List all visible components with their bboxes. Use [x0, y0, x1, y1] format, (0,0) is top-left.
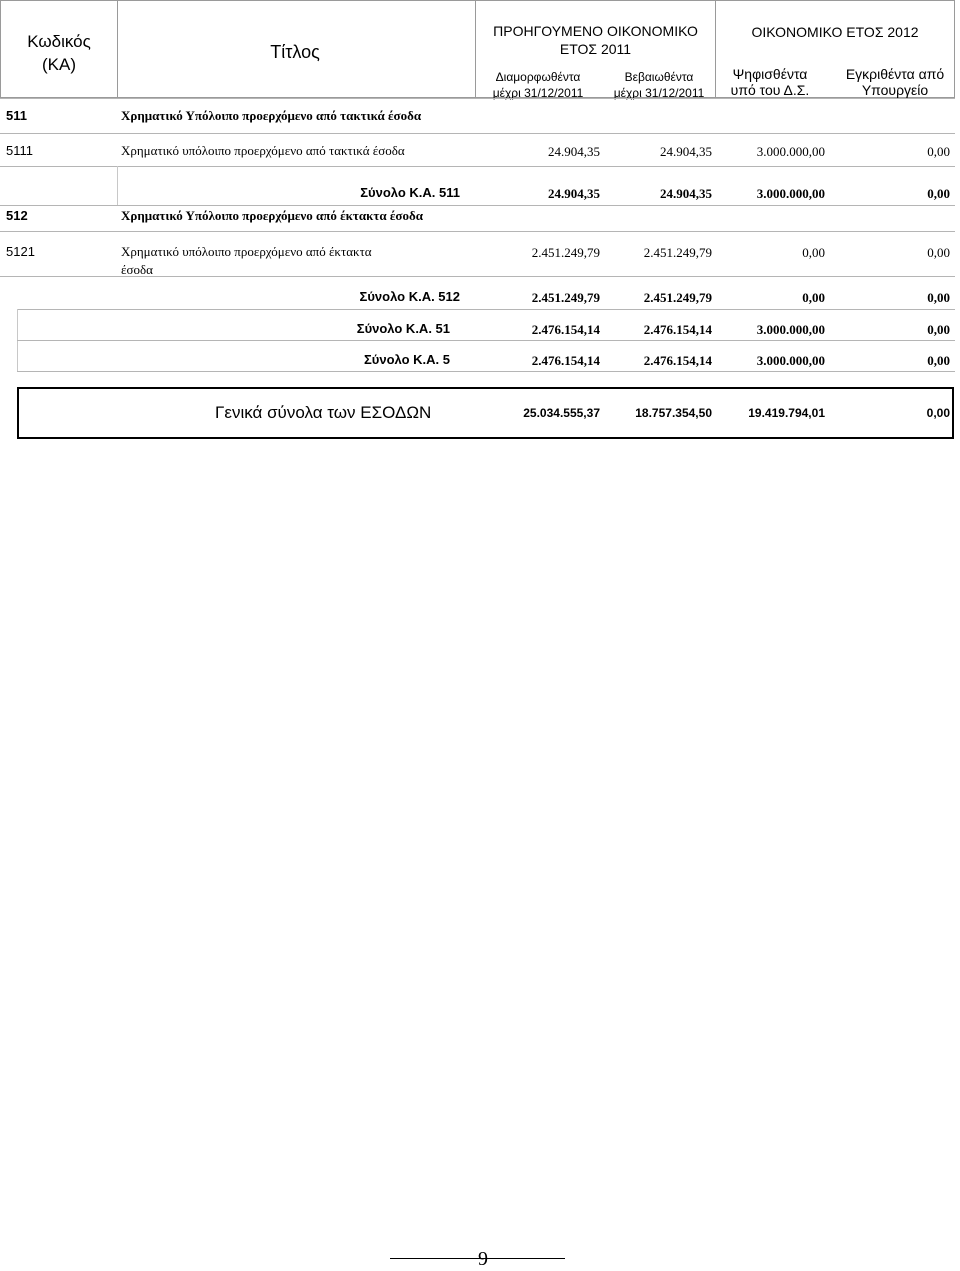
header-curr-year: ΟΙΚΟΝΟΜΙΚΟ ΕΤΟΣ 2012: [751, 24, 919, 40]
row-divider: [0, 276, 955, 277]
title-511: Χρηματικό Υπόλοιπο προερχόμενο από τακτικά έσοδα: [121, 108, 422, 123]
shaped-total-512: 2.451.249,79: [531, 290, 600, 305]
row-divider: [0, 205, 955, 206]
header-approved-line2: Υπουργείο: [861, 82, 929, 98]
row-divider: [17, 340, 955, 341]
header-shaped-line2: μέχρι 31/12/2011: [492, 86, 584, 100]
code-511: 511: [6, 108, 27, 123]
header-code-sub: (ΚΑ): [42, 55, 76, 74]
approved-total-511: 0,00: [927, 186, 950, 201]
page-number: 9: [478, 1248, 488, 1270]
total-label-511: Σύνολο Κ.Α. 511: [360, 185, 460, 200]
total-label-5: Σύνολο Κ.Α. 5: [363, 352, 450, 367]
shaped-total-511: 24.904,35: [548, 186, 600, 201]
voted-5111: 3.000.000,00: [756, 144, 825, 159]
approved-5121: 0,00: [927, 245, 950, 260]
shaped-5121: 2.451.249,79: [531, 245, 600, 260]
voted-total-51: 3.000.000,00: [756, 322, 825, 337]
header-approved-line1: Εγκριθέντα από: [845, 66, 945, 82]
row-divider: [0, 133, 955, 134]
voted-total-512: 0,00: [802, 290, 825, 305]
header-code-label: Κωδικός: [27, 32, 91, 51]
grand-total-shaped: 25.034.555,37: [523, 406, 600, 420]
grand-total-approved: 0,00: [926, 406, 950, 420]
header-confirmed-line2: μέχρι 31/12/2011: [613, 86, 705, 100]
code-512: 512: [6, 208, 28, 223]
approved-total-512: 0,00: [927, 290, 950, 305]
grand-total-label: Γενικά σύνολα των ΕΣΟΔΩΝ: [215, 403, 432, 422]
header-voted-line2: υπό του Δ.Σ.: [730, 82, 810, 98]
confirmed-total-5: 2.476.154,14: [643, 353, 712, 368]
voted-total-5: 3.000.000,00: [756, 353, 825, 368]
confirmed-total-512: 2.451.249,79: [643, 290, 712, 305]
approved-5111: 0,00: [927, 144, 950, 159]
cell-separator: [117, 166, 118, 206]
header-title-label: Τίτλος: [270, 42, 320, 62]
approved-total-5: 0,00: [927, 353, 950, 368]
header-voted-line1: Ψηφισθέντα: [732, 66, 808, 82]
code-5121: 5121: [6, 244, 35, 259]
header-confirmed-line1: Βεβαιωθέντα: [624, 70, 694, 84]
row-divider: [17, 309, 955, 310]
shaped-total-51: 2.476.154,14: [531, 322, 600, 337]
title-512: Χρηματικό Υπόλοιπο προερχόμενο από έκτακτα έσοδα: [121, 208, 423, 223]
title-5121-line2: έσοδα: [121, 262, 153, 277]
shaped-5111: 24.904,35: [548, 144, 600, 159]
confirmed-5111: 24.904,35: [660, 144, 712, 159]
header-shaped-line1: Διαμορφωθέντα: [495, 70, 581, 84]
header-prev-year-line1: ΠΡΟΗΓΟΥΜΕΝΟ ΟΙΚΟΝΟΜΙΚΟ: [493, 23, 698, 39]
title-5121-line1: Χρηματικό υπόλοιπο προερχόμενο από έκτακτα: [121, 244, 372, 259]
confirmed-total-511: 24.904,35: [660, 186, 712, 201]
title-5111: Χρηματικό υπόλοιπο προερχόμενο από τακτικά έσοδα: [121, 143, 405, 158]
grand-total-confirmed: 18.757.354,50: [635, 406, 712, 420]
grand-total-voted: 19.419.794,01: [748, 406, 825, 420]
header-prev-year-line2: ΕΤΟΣ 2011: [559, 41, 632, 57]
voted-total-511: 3.000.000,00: [756, 186, 825, 201]
confirmed-5121: 2.451.249,79: [643, 245, 712, 260]
code-5111: 5111: [6, 143, 33, 158]
row-divider: [17, 371, 955, 372]
approved-total-51: 0,00: [927, 322, 950, 337]
voted-5121: 0,00: [802, 245, 825, 260]
shaped-total-5: 2.476.154,14: [531, 353, 600, 368]
row-divider: [0, 166, 955, 167]
total-label-51: Σύνολο Κ.Α. 51: [356, 321, 450, 336]
total-label-512: Σύνολο Κ.Α. 512: [359, 289, 460, 304]
confirmed-total-51: 2.476.154,14: [643, 322, 712, 337]
row-divider: [0, 98, 955, 99]
row-divider: [0, 231, 955, 232]
